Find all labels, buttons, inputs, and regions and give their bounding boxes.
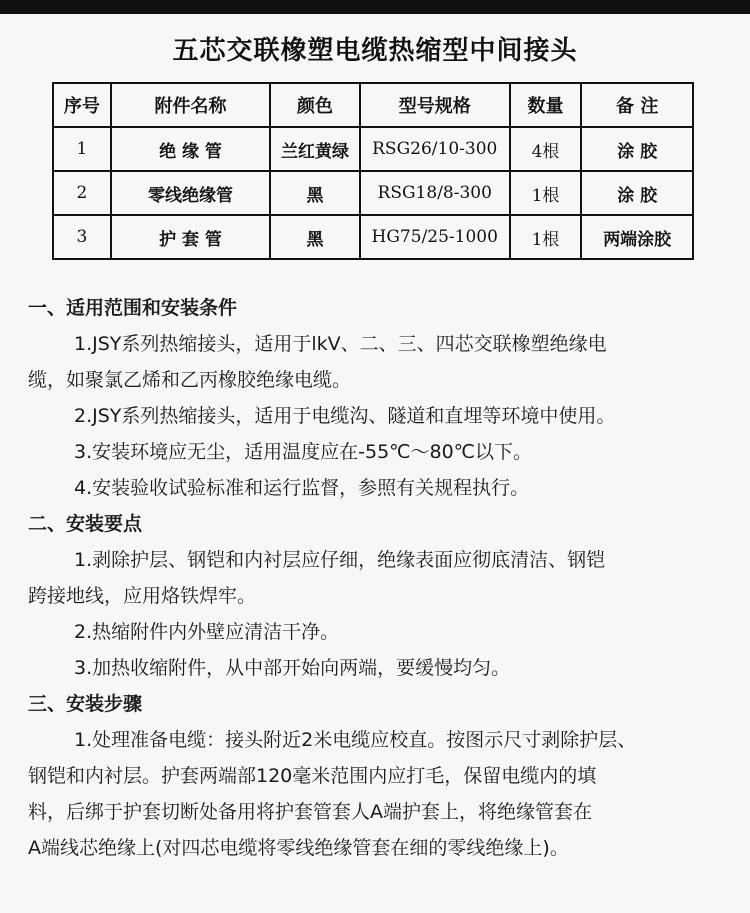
cell-name: 绝 缘 管 <box>111 127 270 171</box>
header-model: 型号规格 <box>360 83 510 127</box>
paragraph-line: 3.加热收缩附件，从中部开始向两端，要缓慢均匀。 <box>74 657 511 679</box>
header-quantity: 数量 <box>510 83 582 127</box>
cell-index: 1 <box>53 127 111 171</box>
section-heading: 二、安装要点 <box>28 513 143 535</box>
paragraph-line: 1.JSY系列热缩接头，适用于lkV、二、三、四芯交联橡塑绝缘电 <box>74 333 607 355</box>
cell-quantity: 4根 <box>510 127 582 171</box>
top-border-bar <box>0 0 750 14</box>
instructions-body <box>28 290 740 866</box>
cell-note: 涂 胶 <box>581 127 693 171</box>
paragraph-line: 4.安装验收试验标准和运行监督，参照有关规程执行。 <box>74 477 530 499</box>
cell-note: 涂 胶 <box>581 171 693 215</box>
paragraph-line: 缆，如聚氯乙烯和乙丙橡胶绝缘电缆。 <box>28 369 352 391</box>
section-heading: 三、安装步骤 <box>28 693 143 715</box>
table-row <box>53 127 693 171</box>
table-row <box>53 171 693 215</box>
paragraph-line: 2.热缩附件内外壁应清洁干净。 <box>74 621 340 643</box>
paragraph-line: 跨接地线，应用烙铁焊牢。 <box>28 585 257 607</box>
header-index: 序号 <box>53 83 111 127</box>
paragraph-line: 1.处理准备电缆：接头附近2米电缆应校直。按图示尺寸剥除护层、 <box>74 729 637 751</box>
table-header-row <box>53 83 693 127</box>
paragraph-line: 2.JSY系列热缩接头，适用于电缆沟、隧道和直埋等环境中使用。 <box>74 405 616 427</box>
accessory-table <box>52 82 694 260</box>
cell-model: HG75/25-1000 <box>360 215 510 259</box>
cell-color: 兰红黄绿 <box>270 127 360 171</box>
cell-model: RSG26/10-300 <box>360 127 510 171</box>
page-title: 五芯交联橡塑电缆热缩型中间接头 <box>172 36 578 66</box>
cell-name: 护 套 管 <box>111 215 270 259</box>
section-heading: 一、适用范围和安装条件 <box>28 297 238 319</box>
paragraph-line: A端线芯绝缘上(对四芯电缆将零线绝缘管套在细的零线绝缘上)。 <box>28 837 569 859</box>
cell-model: RSG18/8-300 <box>360 171 510 215</box>
cell-name: 零线绝缘管 <box>111 171 270 215</box>
header-color: 颜色 <box>270 83 360 127</box>
paragraph-line: 料，后绑于护套切断处备用将护套管套人A端护套上，将绝缘管套在 <box>28 801 592 823</box>
header-note: 备 注 <box>581 83 693 127</box>
header-name: 附件名称 <box>111 83 270 127</box>
cell-color: 黑 <box>270 171 360 215</box>
cell-quantity: 1根 <box>510 215 582 259</box>
paragraph-line: 钢铠和内衬层。护套两端部120毫米范围内应打毛，保留电缆内的填 <box>28 765 597 787</box>
table-row <box>53 215 693 259</box>
paragraph-line: 1.剥除护层、钢铠和内衬层应仔细，绝缘表面应彻底清洁、钢铠 <box>74 549 606 571</box>
cell-quantity: 1根 <box>510 171 582 215</box>
cell-note: 两端涂胶 <box>581 215 693 259</box>
cell-color: 黑 <box>270 215 360 259</box>
cell-index: 2 <box>53 171 111 215</box>
cell-index: 3 <box>53 215 111 259</box>
paragraph-line: 3.安装环境应无尘，适用温度应在-55℃～80℃以下。 <box>74 441 533 463</box>
